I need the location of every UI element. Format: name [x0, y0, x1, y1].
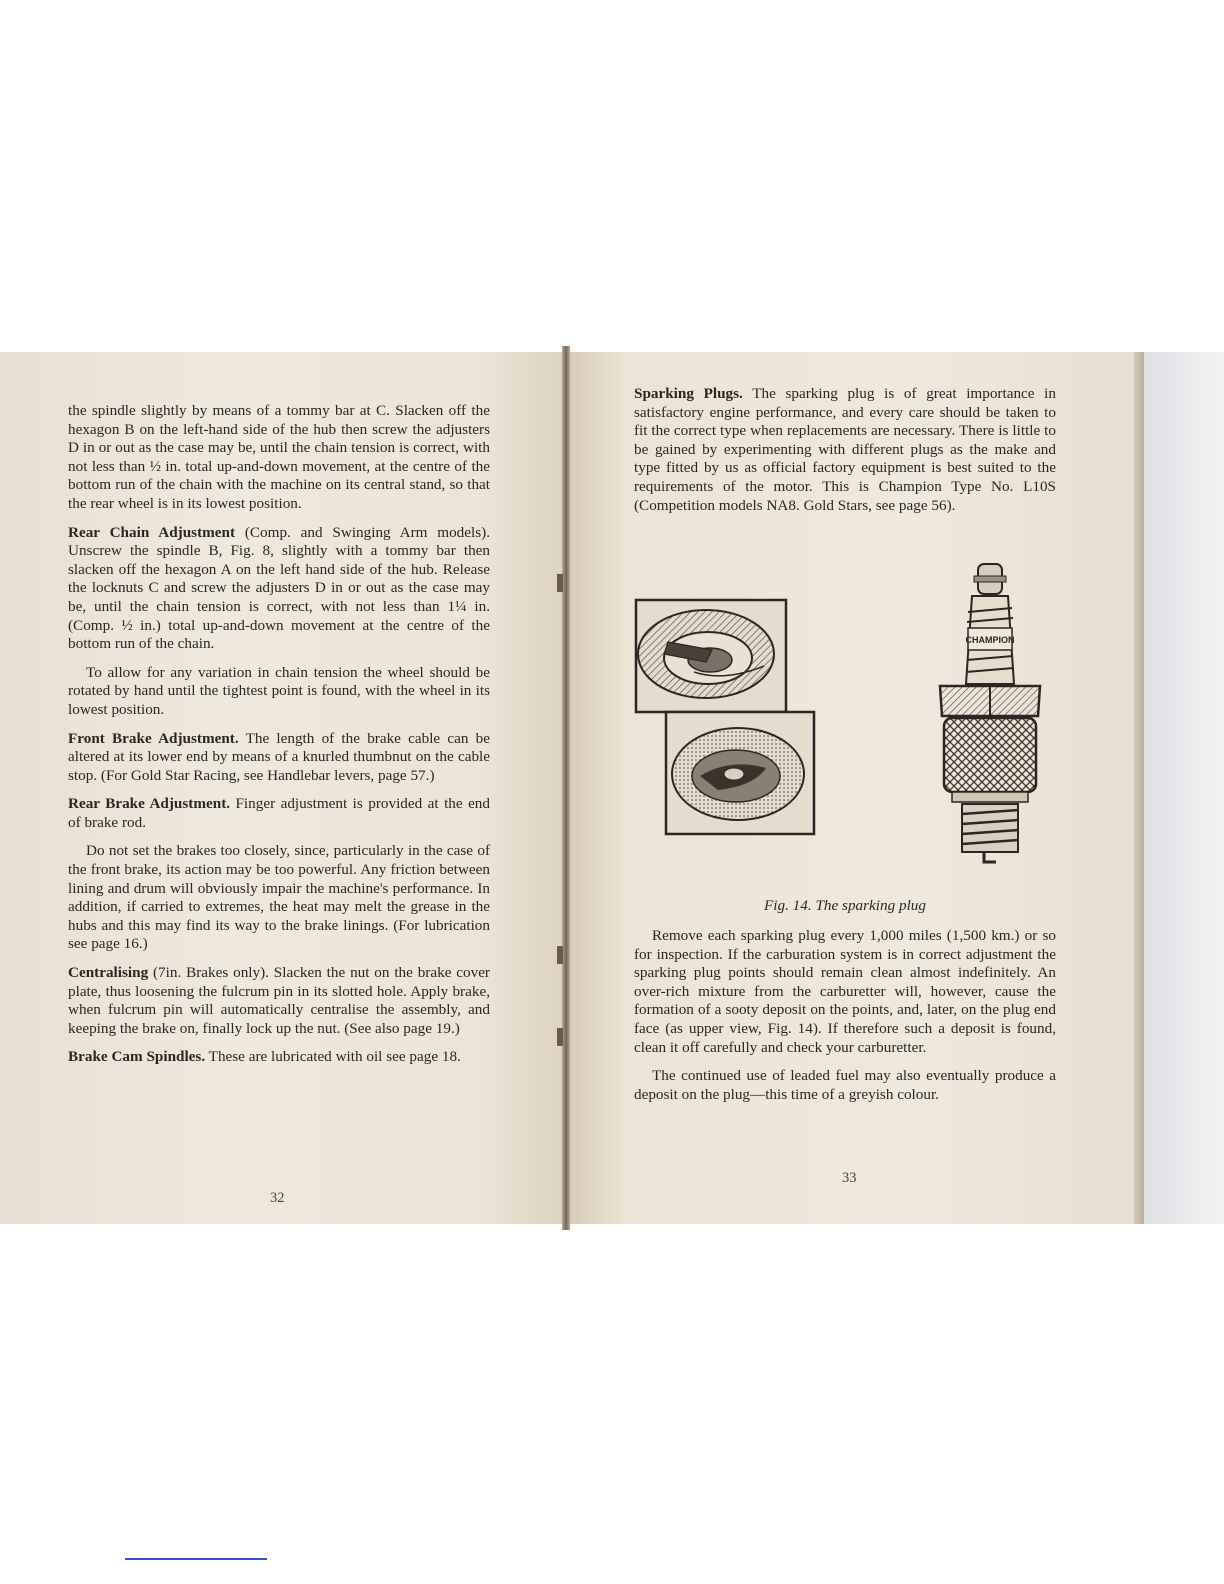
section-heading: Rear Chain Adjustment	[68, 523, 236, 541]
upper-view-inset	[636, 600, 786, 712]
figure-caption: Fig. 14. The sparking plug	[764, 897, 926, 914]
section-heading: Rear Brake Adjustment.	[68, 795, 231, 813]
paragraph-rear-brake-adjustment: Rear Brake Adjustment. Finger adjustment is provided at the end of brake rod.	[68, 795, 490, 831]
background-strip	[1144, 352, 1224, 1224]
sparking-plug-figure	[634, 562, 1054, 882]
paragraph-brake-cam-spindles: Brake Cam Spindles. These are lubricated with oil see page 18.	[68, 1048, 461, 1066]
sparking-plug-illustration	[634, 562, 1054, 882]
sparking-plug-drawing	[940, 564, 1040, 862]
paragraph-centralising: Centralising (7in. Brakes only). Slacken the nut on the brake cover plate, thus loosening the fulcrum pin in its slotted hole. Apply brake, when fulcrum pin will automatically centralise the assembly, and keeping the brake on, finally lock up the nut. (See also page 19.)	[68, 964, 490, 1037]
lower-view-inset	[666, 712, 814, 834]
section-heading: Centralising	[68, 964, 149, 982]
paragraph: The continued use of leaded fuel may also eventually produce a deposit on the plug—this time of a greyish colour.	[634, 1067, 1056, 1103]
gutter-mark	[557, 1028, 563, 1046]
page-edge	[1134, 352, 1144, 1224]
plug-brand-label: CHAMPION	[965, 635, 1015, 645]
book-gutter	[562, 346, 570, 1230]
paragraph-rear-chain-adjustment: Rear Chain Adjustment (Comp. and Swinging Arm models). Unscrew the spindle B, Fig. 8, slightly with a tommy bar then slacken off the hexagon A on the left hand side of the hub. Release the locknuts C and screw the adjusters D in or out as the case may be, until the chain tension is correct, with not less than 1¼ in. (Comp. ½ in.) total up-and-down movement at the centre of the bottom run of the chain.	[68, 523, 490, 653]
footer-underline	[125, 1558, 267, 1560]
page-number-left: 32	[270, 1190, 285, 1206]
paragraph: To allow for any variation in chain tension the wheel should be rotated by hand until the tightest point is found, with the wheel in its lowest position.	[68, 663, 490, 718]
book-spread	[0, 352, 1224, 1224]
paragraph: Remove each sparking plug every 1,000 miles (1,500 km.) or so for inspection. If the carburation system is in correct adjustment the sparking plug points should remain clean almost indefinitely. An over-rich mixture from the carburetter will, however, cause the formation of a sooty deposit on the points, and, later, on the plug end face (as upper view, Fig. 14). If therefore such a deposit is found, clean it off carefully and check your carburetter.	[634, 927, 1056, 1056]
right-page-intro	[634, 385, 1056, 525]
paragraph: Do not set the brakes too closely, since, particularly in the case of the front brake, its action may be too powerful. Any friction between lining and drum will obviously impair the machine's performance. In addition, if carried to extremes, the heat may melt the grease in the hubs and this may find its way to the brake linings. (For lubrication see page 16.)	[68, 842, 490, 953]
section-heading: Brake Cam Spindles.	[68, 1048, 206, 1066]
left-page-text	[68, 402, 490, 1077]
paragraph-front-brake-adjustment: Front Brake Adjustment. The length of the brake cable can be altered at its lower end by means of a knurled thumbnut on the cable stop. (For Gold Star Racing, see Handlebar levers, page 57.)	[68, 729, 490, 784]
page-number-right: 33	[842, 1170, 857, 1186]
paragraph: the spindle slightly by means of a tommy bar at C. Slacken off the hexagon B on the left-hand side of the hub then screw the adjusters D in or out as the case may be, until the chain tension is correct, with not less than ½ in. total up-and-down movement, at the centre of the bottom run of the chain with the machine on its central stand, so that the rear wheel is in its lowest position.	[68, 402, 490, 512]
gutter-mark	[557, 946, 563, 964]
right-page-text	[634, 927, 1056, 1114]
section-heading: Front Brake Adjustment.	[68, 729, 239, 747]
paragraph-sparking-plugs: Sparking Plugs. The sparking plug is of great importance in satisfactory engine performance, and every care should be taken to fit the correct type when replacements are necessary. There is little to be gained by experimenting with different plugs as the make and type fitted by us as official factory equipment is best suited to the requirements of the motor. This is Champion Type No. L10S (Competition models NA8. Gold Stars, see page 56).	[634, 385, 1056, 514]
section-heading: Sparking Plugs.	[634, 385, 743, 402]
gutter-mark	[557, 574, 563, 592]
